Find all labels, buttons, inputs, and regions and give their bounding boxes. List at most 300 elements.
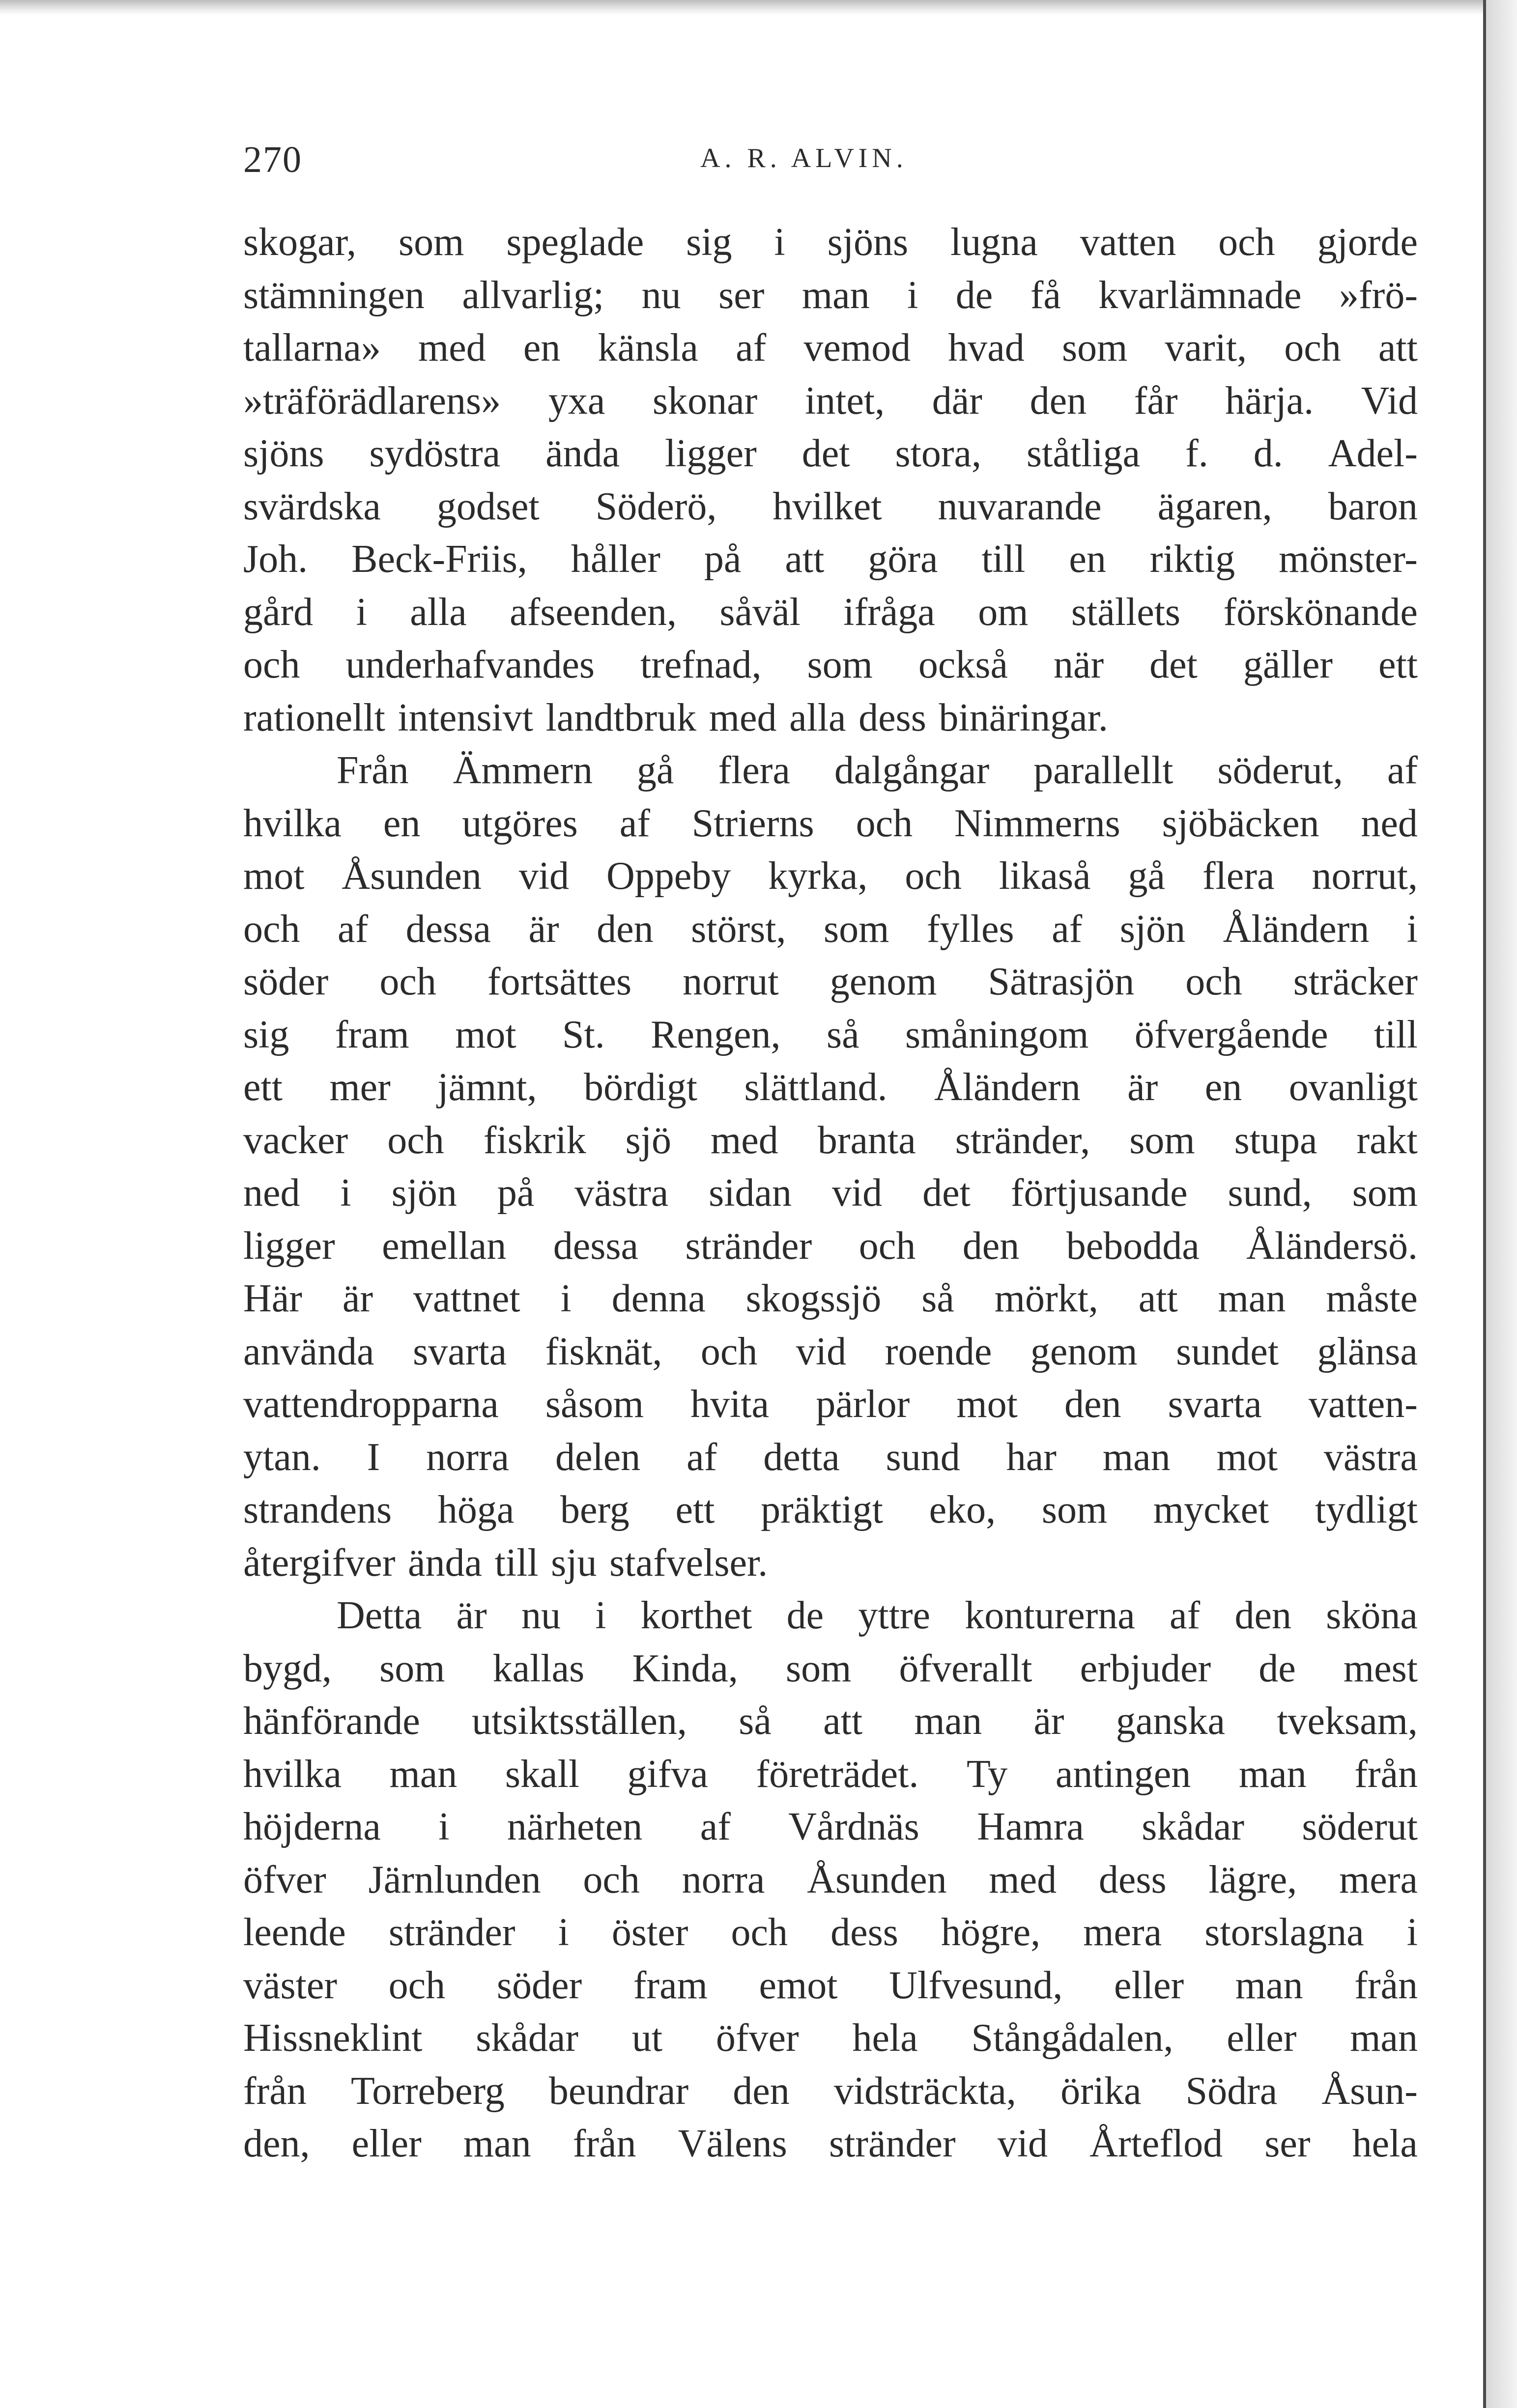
word: gård xyxy=(243,590,314,634)
word: en xyxy=(523,326,561,369)
word: på xyxy=(497,1171,535,1215)
word: det xyxy=(1149,643,1198,686)
word: ytan. xyxy=(243,1435,321,1479)
word: ifråga xyxy=(843,590,935,634)
word: dess xyxy=(1098,1858,1167,1901)
word: Välens xyxy=(678,2122,787,2165)
word: som xyxy=(1129,1118,1195,1162)
word: närheten xyxy=(507,1805,643,1848)
word: öfver xyxy=(243,1858,326,1901)
word: erbjuder xyxy=(1080,1646,1211,1690)
word: Rengen, xyxy=(651,1013,781,1056)
word: söderut, xyxy=(1217,749,1343,792)
text-line xyxy=(243,1537,1418,1590)
word: storslagna xyxy=(1204,1911,1364,1954)
word: dess xyxy=(859,696,926,739)
word: företrädet. xyxy=(756,1752,919,1796)
word: Hissneklint xyxy=(243,2016,423,2060)
word: att xyxy=(1378,326,1418,369)
word: såväl xyxy=(719,590,801,634)
word: trefnad, xyxy=(640,643,762,686)
word: Söderö, xyxy=(595,484,717,528)
word: som xyxy=(1352,1171,1418,1215)
word: dessa xyxy=(405,907,491,951)
word: »träförädlarens» xyxy=(243,379,501,423)
word: dess xyxy=(830,1911,898,1954)
text-line xyxy=(243,639,1418,692)
word: stränder xyxy=(388,1911,515,1954)
word: håller xyxy=(571,538,660,581)
word: ett xyxy=(1378,643,1418,686)
word: Åländern xyxy=(934,1066,1081,1109)
word: och xyxy=(379,960,436,1003)
word: ut xyxy=(631,2016,663,2060)
word: och xyxy=(387,1118,444,1162)
word: af xyxy=(736,326,767,369)
word: med xyxy=(709,696,777,739)
word: vattendropparna xyxy=(243,1383,499,1426)
word: I xyxy=(367,1435,380,1479)
word: branta xyxy=(817,1118,916,1162)
word: ned xyxy=(1361,801,1418,845)
text-line xyxy=(243,269,1418,322)
word: norra xyxy=(426,1435,510,1479)
word: och xyxy=(905,854,962,898)
word: intensivt xyxy=(398,696,533,739)
word: ligger xyxy=(665,432,757,475)
word: fortsättes xyxy=(487,960,632,1003)
word: vid xyxy=(831,1171,883,1215)
word: i xyxy=(558,1911,569,1954)
word: sundet xyxy=(1176,1330,1279,1373)
word: alla xyxy=(789,696,846,739)
word: skogar, xyxy=(243,221,357,264)
word: Från xyxy=(337,749,409,792)
word: i xyxy=(774,221,785,264)
word: med xyxy=(418,326,486,369)
word: bördigt xyxy=(583,1066,698,1109)
word: tallarna» xyxy=(243,326,381,369)
word: sund, xyxy=(1228,1171,1312,1215)
word: härja. xyxy=(1225,379,1314,423)
word: med xyxy=(711,1118,778,1162)
word: mot xyxy=(455,1013,516,1056)
word: af xyxy=(700,1805,731,1848)
word: och xyxy=(731,1911,788,1954)
word: på xyxy=(704,538,742,581)
word: baron xyxy=(1328,484,1418,528)
word: godset xyxy=(436,484,540,528)
word: Ämmern xyxy=(453,749,593,792)
word: och xyxy=(388,1963,446,2007)
word: intet, xyxy=(804,379,885,423)
page-number: 270 xyxy=(243,139,302,180)
text-line xyxy=(243,375,1418,428)
word: korthet xyxy=(640,1594,752,1637)
word: och xyxy=(856,801,913,845)
word: sydöstra xyxy=(369,432,501,475)
word: ståtliga xyxy=(1027,432,1141,475)
word: att xyxy=(785,538,825,581)
word: af xyxy=(687,1435,717,1479)
word: eller xyxy=(1227,2016,1297,2060)
word: hvilka xyxy=(243,801,342,845)
word: sträcker xyxy=(1293,960,1418,1003)
word: sjöns xyxy=(243,432,324,475)
word: sjöns xyxy=(827,221,909,264)
word: Kinda, xyxy=(632,1646,738,1690)
word: ända xyxy=(545,432,620,475)
word: fylles xyxy=(926,907,1014,951)
word: västra xyxy=(574,1171,669,1215)
word: af xyxy=(619,801,650,845)
word: delen xyxy=(555,1435,641,1479)
word: sköna xyxy=(1326,1594,1418,1637)
running-title: A. R. ALVIN. xyxy=(700,143,908,173)
text-line xyxy=(243,1643,1418,1696)
word: tydligt xyxy=(1315,1488,1418,1531)
word: skådar xyxy=(476,2016,579,2060)
word: emellan xyxy=(382,1224,507,1268)
word: fiskrik xyxy=(483,1118,586,1162)
word: höjderna xyxy=(243,1805,381,1848)
word: pärlor xyxy=(816,1383,910,1426)
text-line xyxy=(243,1695,1418,1748)
word: i xyxy=(356,590,367,634)
page-fold-shadow xyxy=(1486,0,1517,2408)
word: öfverallt xyxy=(899,1646,1032,1690)
word: alla xyxy=(410,590,467,634)
word: den xyxy=(733,2069,790,2113)
word: sig xyxy=(243,1013,289,1056)
word: en xyxy=(383,801,421,845)
word: till xyxy=(494,1541,539,1585)
word: en xyxy=(1069,538,1106,581)
text-line xyxy=(243,1801,1418,1854)
text-line xyxy=(243,744,1418,797)
word: till xyxy=(981,538,1026,581)
word: öfvergående xyxy=(1134,1013,1328,1056)
word: kyrka, xyxy=(768,854,868,898)
word: Torreberg xyxy=(350,2069,505,2113)
word: binäringar. xyxy=(939,696,1108,739)
text-line xyxy=(243,1854,1418,1907)
text-line xyxy=(243,2012,1418,2065)
word: som xyxy=(379,1646,445,1690)
word: gå xyxy=(1128,854,1165,898)
word: vid xyxy=(796,1330,847,1373)
word: parallellt xyxy=(1033,749,1174,792)
word: småningom xyxy=(905,1013,1089,1056)
text-line xyxy=(243,1114,1418,1167)
word: sjön xyxy=(1119,907,1186,951)
word: ovanligt xyxy=(1288,1066,1418,1109)
word: göra xyxy=(868,538,938,581)
text-line xyxy=(243,1326,1418,1379)
word: i xyxy=(340,1171,351,1215)
word: mot xyxy=(243,854,305,898)
word: som xyxy=(785,1646,852,1690)
word: man xyxy=(1218,1277,1286,1320)
text-line xyxy=(243,1220,1418,1273)
text-line xyxy=(243,903,1418,956)
word: nu xyxy=(521,1594,561,1637)
word: yttre xyxy=(858,1594,930,1637)
text-line xyxy=(243,1061,1418,1114)
word: gäller xyxy=(1243,643,1333,686)
word: d. xyxy=(1253,432,1283,475)
word: Hamra xyxy=(977,1805,1084,1848)
word: Åländersö. xyxy=(1246,1224,1418,1268)
word: eko, xyxy=(929,1488,996,1531)
word: vattnet xyxy=(413,1277,520,1320)
word: leende xyxy=(243,1911,346,1954)
word: sidan xyxy=(709,1171,792,1215)
word: som xyxy=(807,643,873,686)
word: kvarlämnade xyxy=(1098,273,1302,317)
word: Oppeby xyxy=(606,854,731,898)
word: det xyxy=(801,432,850,475)
word: så xyxy=(826,1013,859,1056)
scan-top-edge xyxy=(0,0,1517,15)
text-line xyxy=(243,1959,1418,2012)
word: ett xyxy=(675,1488,715,1531)
word: stupa xyxy=(1234,1118,1317,1162)
word: som xyxy=(823,907,889,951)
word: flera xyxy=(1202,854,1275,898)
word: af xyxy=(1052,907,1083,951)
word: väster xyxy=(243,1963,338,2007)
word: från xyxy=(243,2069,307,2113)
word: Nimmerns xyxy=(954,801,1120,845)
word: som xyxy=(1041,1488,1108,1531)
word: högre, xyxy=(941,1911,1041,1954)
word: man xyxy=(1350,2016,1418,2060)
word: söder xyxy=(496,1963,582,2007)
word: vidsträckta, xyxy=(833,2069,1016,2113)
text-line xyxy=(243,427,1418,481)
word: stränder, xyxy=(955,1118,1090,1162)
word: genom xyxy=(1030,1330,1138,1373)
word: präktigt xyxy=(761,1488,883,1531)
word: emot xyxy=(759,1963,838,2007)
word: man xyxy=(914,1700,982,1743)
word: Årteflod xyxy=(1089,2122,1223,2165)
word: skonar xyxy=(653,379,758,423)
word: rationellt xyxy=(243,696,385,739)
word: i xyxy=(595,1594,606,1637)
word: antingen xyxy=(1055,1752,1191,1796)
word: har xyxy=(1006,1435,1057,1479)
word: och xyxy=(1185,960,1242,1003)
word: Järnlunden xyxy=(368,1858,541,1901)
body-text xyxy=(243,216,1418,2329)
word: och xyxy=(583,1858,640,1901)
word: såsom xyxy=(545,1383,644,1426)
word: om xyxy=(978,590,1029,634)
text-line xyxy=(243,533,1418,586)
word: stränder xyxy=(685,1224,812,1268)
text-line xyxy=(243,1273,1418,1326)
word: från xyxy=(1354,1963,1418,2007)
word: genom xyxy=(830,960,937,1003)
word: så xyxy=(921,1277,954,1320)
word: flera xyxy=(718,749,790,792)
word: lägre, xyxy=(1208,1858,1297,1901)
word: ligger xyxy=(243,1224,335,1268)
word: kallas xyxy=(492,1646,585,1690)
word: mera xyxy=(1339,1858,1418,1901)
text-line xyxy=(243,956,1418,1009)
word: mera xyxy=(1083,1911,1162,1954)
word: känsla xyxy=(598,326,698,369)
text-line xyxy=(243,2065,1418,2118)
word: speglade xyxy=(506,221,644,264)
word: af xyxy=(1170,1594,1201,1637)
word: bygd, xyxy=(243,1646,332,1690)
word: Åsunden xyxy=(807,1858,947,1901)
word: yxa xyxy=(548,379,605,423)
word: norrut xyxy=(683,960,779,1003)
word: sjö xyxy=(625,1118,672,1162)
word: och xyxy=(700,1330,758,1373)
word: af xyxy=(1387,749,1418,792)
text-line xyxy=(243,797,1418,850)
word: allvarlig; xyxy=(462,273,604,317)
word: är xyxy=(1033,1700,1064,1743)
word: mot xyxy=(956,1383,1018,1426)
word: man xyxy=(1235,1963,1303,2007)
word: Åsunden xyxy=(342,854,482,898)
word: att xyxy=(1138,1277,1178,1320)
word: Stångådalen, xyxy=(971,2016,1174,2060)
word: rakt xyxy=(1356,1118,1418,1162)
word: skådar xyxy=(1142,1805,1245,1848)
word: sund xyxy=(886,1435,960,1479)
word: Här xyxy=(243,1277,302,1320)
word: hela xyxy=(1352,2122,1418,2165)
word: är xyxy=(528,907,559,951)
word: man xyxy=(1102,1435,1171,1479)
word: den, xyxy=(243,2122,310,2165)
word: och xyxy=(1284,326,1341,369)
word: ser xyxy=(1264,2122,1311,2165)
text-line xyxy=(243,1484,1418,1537)
word: eller xyxy=(351,2122,422,2165)
word: fisknät, xyxy=(545,1330,662,1373)
word: i xyxy=(438,1805,450,1848)
word: hela xyxy=(852,2016,918,2060)
word: i xyxy=(1406,1911,1418,1954)
word: med xyxy=(989,1858,1057,1901)
word: söder xyxy=(243,960,329,1003)
word: strandens xyxy=(243,1488,392,1531)
word: stafvelser. xyxy=(609,1541,768,1585)
text-line xyxy=(243,1009,1418,1062)
word: ställets xyxy=(1071,590,1181,634)
word: svarta xyxy=(413,1330,507,1373)
word: man xyxy=(1238,1752,1307,1796)
word: får xyxy=(1134,379,1178,423)
word: vemod xyxy=(803,326,911,369)
word: vacker xyxy=(243,1118,348,1162)
word: och xyxy=(243,643,300,686)
word: mer xyxy=(329,1066,391,1109)
word: vid xyxy=(997,2122,1048,2165)
word: från xyxy=(572,2122,636,2165)
word: från xyxy=(1354,1752,1418,1796)
word: är xyxy=(342,1277,373,1320)
text-line xyxy=(243,216,1418,269)
word: att xyxy=(823,1700,863,1743)
word: ser xyxy=(718,273,765,317)
word: tveksam, xyxy=(1277,1700,1418,1743)
word: jämnt, xyxy=(437,1066,537,1109)
word: som xyxy=(1061,326,1128,369)
word: öfver xyxy=(716,2016,799,2060)
text-line xyxy=(243,1906,1418,1959)
word: den xyxy=(1030,379,1087,423)
word: gå xyxy=(636,749,674,792)
word: och xyxy=(243,907,300,951)
word: ett xyxy=(243,1066,283,1109)
word: ganska xyxy=(1116,1700,1226,1743)
word: mönster- xyxy=(1279,538,1418,581)
word: nu xyxy=(641,273,681,317)
text-line xyxy=(243,1378,1418,1431)
word: den xyxy=(962,1224,1020,1268)
word: Ty xyxy=(966,1752,1008,1796)
word: svärdska xyxy=(243,484,381,528)
word: och xyxy=(1218,221,1275,264)
word: sju xyxy=(551,1541,597,1585)
word: man xyxy=(389,1752,458,1796)
word: Åländern xyxy=(1223,907,1370,951)
word: stora, xyxy=(895,432,982,475)
word: de xyxy=(1259,1646,1296,1690)
word: Joh. xyxy=(243,538,308,581)
word: skall xyxy=(505,1752,579,1796)
word: och xyxy=(859,1224,916,1268)
word: underhafvandes xyxy=(345,643,595,686)
word: vid xyxy=(518,854,570,898)
word: stränder xyxy=(829,2122,956,2165)
word: i xyxy=(560,1277,572,1320)
word: också xyxy=(918,643,1008,686)
word: Sätrasjön xyxy=(988,960,1135,1003)
word: hvad xyxy=(948,326,1025,369)
word: landtbruk xyxy=(545,696,697,739)
text-line xyxy=(243,1431,1418,1484)
word: fram xyxy=(335,1013,409,1056)
word: när xyxy=(1054,643,1104,686)
word: likaså xyxy=(999,854,1091,898)
word: hvilket xyxy=(773,484,882,528)
word: denna xyxy=(611,1277,706,1320)
word: man xyxy=(463,2122,531,2165)
text-line xyxy=(243,322,1418,375)
word: berg xyxy=(560,1488,630,1531)
word: Ulfvesund, xyxy=(889,1963,1063,2007)
word: dessa xyxy=(553,1224,639,1268)
word: Södra xyxy=(1185,2069,1278,2113)
word: Vid xyxy=(1361,379,1418,423)
text-line xyxy=(243,1589,1418,1643)
word: Beck-Friis, xyxy=(351,538,527,581)
text-line xyxy=(243,586,1418,639)
word: vatten- xyxy=(1308,1383,1418,1426)
word: utgöres xyxy=(462,801,578,845)
